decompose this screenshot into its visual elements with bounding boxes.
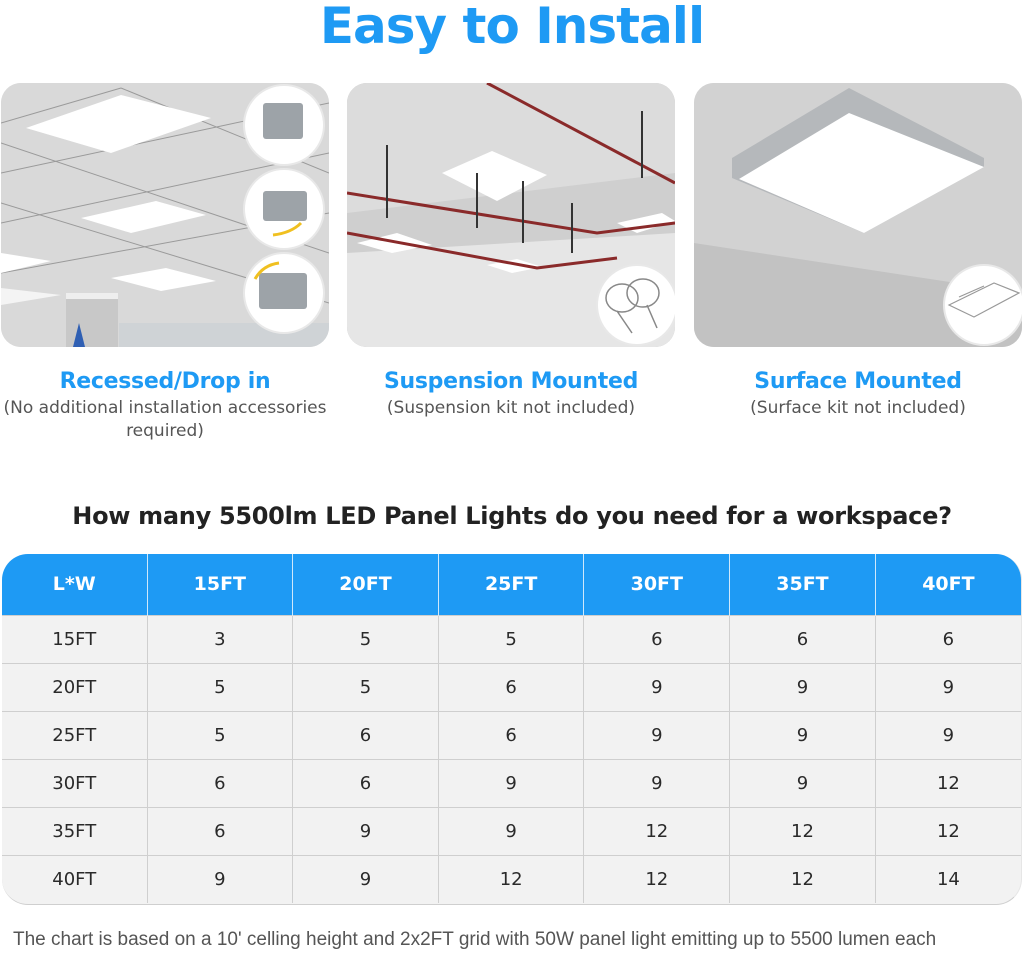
column-header: 30FT — [584, 554, 730, 615]
page-title: Easy to Install — [319, 0, 705, 55]
footnote: The chart is based on a 10' celling height and 2x2FT grid with 50W panel light emitting up to 5500 lumen each — [13, 929, 937, 950]
table-cell: 9 — [730, 663, 876, 711]
table-cell: 9 — [438, 759, 584, 807]
surface-title: Surface Mounted — [754, 369, 962, 394]
table-cell: 12 — [438, 855, 584, 903]
table-header-row — [2, 554, 1021, 615]
table-cell: 5 — [147, 711, 293, 759]
table-cell: 5 — [438, 615, 584, 663]
column-header: L*W — [2, 554, 147, 615]
table-cell: 12 — [730, 855, 876, 903]
table-cell: 6 — [438, 663, 584, 711]
table-cell: 9 — [875, 711, 1021, 759]
table-cell: 5 — [147, 663, 293, 711]
table-cell: 6 — [875, 615, 1021, 663]
suspension-install-image — [347, 83, 675, 347]
table-cell: 6 — [147, 807, 293, 855]
row-label: 20FT — [2, 663, 147, 711]
table-row — [2, 807, 1021, 855]
table-cell: 14 — [875, 855, 1021, 903]
table-row — [2, 663, 1021, 711]
suspension-title: Suspension Mounted — [383, 369, 639, 394]
table-cell: 12 — [875, 759, 1021, 807]
panel-count-table — [2, 554, 1022, 905]
column-header: 40FT — [875, 554, 1021, 615]
table-row — [2, 711, 1021, 759]
table-cell: 6 — [293, 711, 439, 759]
table-cell: 6 — [147, 759, 293, 807]
row-label: 15FT — [2, 615, 147, 663]
column-header: 25FT — [438, 554, 584, 615]
column-header: 20FT — [293, 554, 439, 615]
surface-subtitle: (Surface kit not included) — [750, 398, 966, 418]
table-cell: 9 — [293, 807, 439, 855]
row-label: 40FT — [2, 855, 147, 903]
recessed-subtitle: (No additional installation accessories required) — [3, 398, 327, 441]
table-cell: 9 — [147, 855, 293, 903]
table-cell: 5 — [293, 615, 439, 663]
table-row — [2, 759, 1021, 807]
table-cell: 9 — [875, 663, 1021, 711]
table-cell: 9 — [293, 855, 439, 903]
table-cell: 9 — [584, 759, 730, 807]
suspension-subtitle: (Suspension kit not included) — [386, 398, 636, 418]
table-cell: 6 — [438, 711, 584, 759]
table-cell: 6 — [730, 615, 876, 663]
table-cell: 9 — [730, 759, 876, 807]
row-label: 25FT — [2, 711, 147, 759]
table-row — [2, 855, 1021, 903]
recessed-install-image — [1, 83, 329, 347]
suspension-caption — [347, 367, 675, 420]
table-cell: 12 — [584, 855, 730, 903]
surface-caption — [694, 367, 1022, 420]
table-cell: 6 — [293, 759, 439, 807]
recessed-caption — [1, 367, 329, 443]
row-label: 35FT — [2, 807, 147, 855]
column-header: 35FT — [730, 554, 876, 615]
table-cell: 9 — [584, 711, 730, 759]
table-cell: 3 — [147, 615, 293, 663]
table-cell: 9 — [730, 711, 876, 759]
table-cell: 6 — [584, 615, 730, 663]
table-cell: 12 — [875, 807, 1021, 855]
table-row — [2, 615, 1021, 663]
table-cell: 5 — [293, 663, 439, 711]
table-cell: 9 — [584, 663, 730, 711]
column-header: 15FT — [147, 554, 293, 615]
recessed-title: Recessed/Drop in — [59, 369, 271, 394]
table-cell: 9 — [438, 807, 584, 855]
row-label: 30FT — [2, 759, 147, 807]
table-heading: How many 5500lm LED Panel Lights do you need for a workspace? — [72, 502, 952, 530]
surface-install-image — [694, 83, 1022, 347]
table-cell: 12 — [584, 807, 730, 855]
table-cell: 12 — [730, 807, 876, 855]
